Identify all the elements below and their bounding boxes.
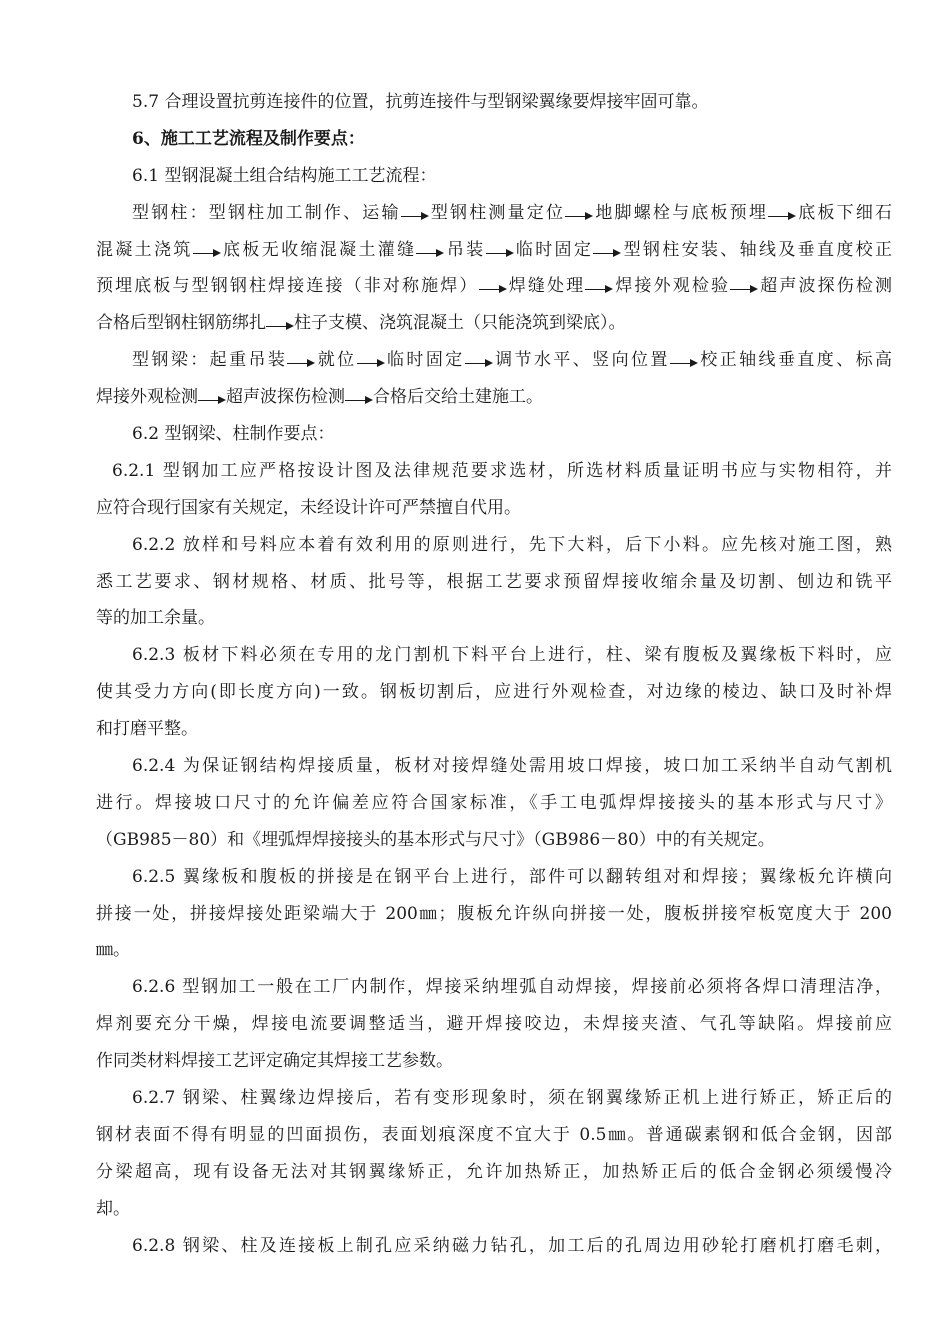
flow-step: 型钢柱测量定位	[428, 202, 566, 223]
text-line: 焊剂要充分干燥，焊接电流要调整适当，避开焊接咬边，未焊接夹渣、气孔等缺陷。焊接前应	[96, 1014, 892, 1035]
flow-step: 吊装	[444, 239, 486, 260]
flow-line	[96, 195, 892, 232]
flow-arrow-icon	[479, 283, 507, 293]
section-heading: 6、施工工艺流程及制作要点：	[132, 128, 365, 149]
flow-arrow-icon	[730, 283, 758, 293]
flow-step: 柱子支模、浇筑混凝土（只能浇筑到梁底）。	[294, 313, 626, 334]
flow-step: 合格后型钢柱钢筋绑扎	[96, 313, 266, 334]
text-line: 6.2.8 钢梁、柱及连接板上制孔应采纳磁力钻孔，加工后的孔周边用砂轮打磨机打磨毛刺，	[132, 1235, 892, 1256]
flow-arrow-icon	[768, 210, 796, 220]
flow-arrow-icon	[357, 357, 385, 367]
flow-arrow-icon	[401, 210, 429, 220]
text-line: 分梁超高，现有设备无法对其钢翼缘矫正，允许加热矫正，加热矫正后的低合金钢必须缓慢冷	[96, 1161, 892, 1182]
text-line: 等的加工余量。	[96, 608, 215, 629]
flow-step: 校正轴线垂直度、标高	[697, 350, 893, 371]
text-line: 作同类材料焊接工艺评定确定其焊接工艺参数。	[96, 1051, 453, 1072]
flow-arrow-icon	[193, 247, 221, 257]
flow-step: 临时固定	[513, 239, 594, 260]
text-line: 6.2.3 板材下料必须在专用的龙门割机下料平台上进行，柱、梁有腹板及翼缘板下料时，应	[132, 645, 892, 666]
text-line: 5.7 合理设置抗剪连接件的位置，抗剪连接件与型钢梁翼缘要焊接牢固可靠。	[132, 92, 709, 112]
text-line: 悉工艺要求、钢材规格、材质、批号等，根据工艺要求预留焊接收缩余量及切割、刨边和铣平	[96, 571, 892, 592]
flow-arrow-icon	[593, 247, 621, 257]
text-line: 和打磨平整。	[96, 719, 198, 740]
flow-line	[96, 268, 892, 305]
text-line: ㎜。	[96, 940, 130, 961]
flow-step: 型钢柱：型钢柱加工制作、运输	[132, 202, 401, 223]
text-line: （GB985－80）和《埋弧焊焊接接头的基本形式与尺寸》（GB986－80）中的有关规定。	[96, 829, 775, 850]
text-line: 6.2.2 放样和号料应本着有效利用的原则进行，先下大料，后下小料。应先核对施工图，熟	[132, 534, 892, 555]
flow-line	[96, 305, 892, 342]
flow-step: 就位	[315, 350, 357, 371]
text-line: 6.2.6 型钢加工一般在工厂内制作，焊接采纳埋弧自动焊接，焊接前必须将各焊口清理洁净，	[132, 977, 892, 998]
flow-step: 超声波探伤检测	[758, 276, 893, 297]
text-line: 钢材表面不得有明显的凹面损伤，表面划痕深度不宜大于 0.5㎜。普通碳素钢和低合金钢，因部	[96, 1124, 892, 1145]
text-line: 使其受力方向(即长度方向)一致。钢板切割后，应进行外观检查，对边缘的棱边、缺口及时补焊	[96, 682, 892, 703]
flow-step: 底板无收缩混凝土灌缝	[220, 239, 417, 260]
flow-arrow-icon	[585, 283, 613, 293]
flow-arrow-icon	[266, 320, 294, 330]
flow-arrow-icon	[198, 394, 226, 404]
flow-step: 混凝土浇筑	[96, 239, 193, 260]
text-line: 6.2.1 型钢加工应严格按设计图及法律规范要求选材，所选材料质量证明书应与实物相符，并	[112, 460, 892, 481]
flow-arrow-icon	[465, 357, 493, 367]
flow-step: 焊缝处理	[506, 276, 586, 297]
flow-step: 调节水平、竖向位置	[492, 350, 670, 371]
flow-step: 预埋底板与型钢钢柱焊接连接（非对称施焊）	[96, 276, 479, 297]
text-line: 拼接一处，拼接焊接处距梁端大于 200㎜；腹板允许纵向拼接一处，腹板拼接窄板宽度大于 200	[96, 903, 892, 924]
text-line: 6.2.5 翼缘板和腹板的拼接是在钢平台上进行，部件可以翻转组对和焊接；翼缘板允许横向	[132, 866, 892, 887]
subsection-heading: 6.2 型钢梁、柱制作要点：	[132, 424, 335, 445]
flow-step: 地脚螺栓与底板预埋	[593, 202, 769, 223]
flow-line	[96, 232, 892, 269]
text-line: 6.2.4 为保证钢结构焊接质量，板材对接焊缝处需用坡口焊接，坡口加工采纳半自动气割机	[132, 756, 892, 777]
subsection-heading: 6.1 型钢混凝土组合结构施工工艺流程：	[132, 165, 437, 186]
text-line: 应符合现行国家有关规定，未经设计许可严禁擅自代用。	[96, 497, 521, 518]
flow-step: 合格后交给土建施工。	[373, 387, 543, 408]
flow-arrow-icon	[287, 357, 315, 367]
flow-step: 底板下细石	[796, 202, 893, 223]
flow-arrow-icon	[345, 394, 373, 404]
text-line: 进行。焊接坡口尺寸的允许偏差应符合国家标准，《手工电弧焊焊接接头的基本形式与尺寸》	[96, 792, 892, 813]
flow-arrow-icon	[670, 357, 698, 367]
flow-step: 焊接外观检验	[613, 276, 731, 297]
flow-step: 型钢梁：起重吊装	[132, 350, 288, 371]
flow-step: 超声波探伤检测	[226, 387, 345, 408]
flow-arrow-icon	[416, 247, 444, 257]
flow-arrow-icon	[486, 247, 514, 257]
flow-step: 焊接外观检测	[96, 387, 198, 408]
flow-step: 临时固定	[384, 350, 465, 371]
text-line: 却。	[96, 1198, 130, 1219]
text-line: 6.2.7 钢梁、柱翼缘边焊接后，若有变形现象时，须在钢翼缘矫正机上进行矫正，矫正后的	[132, 1088, 892, 1109]
flow-step: 型钢柱安装、轴线及垂直度校正	[621, 239, 893, 260]
flow-line	[96, 379, 892, 416]
flow-line	[96, 342, 892, 379]
flow-arrow-icon	[565, 210, 593, 220]
